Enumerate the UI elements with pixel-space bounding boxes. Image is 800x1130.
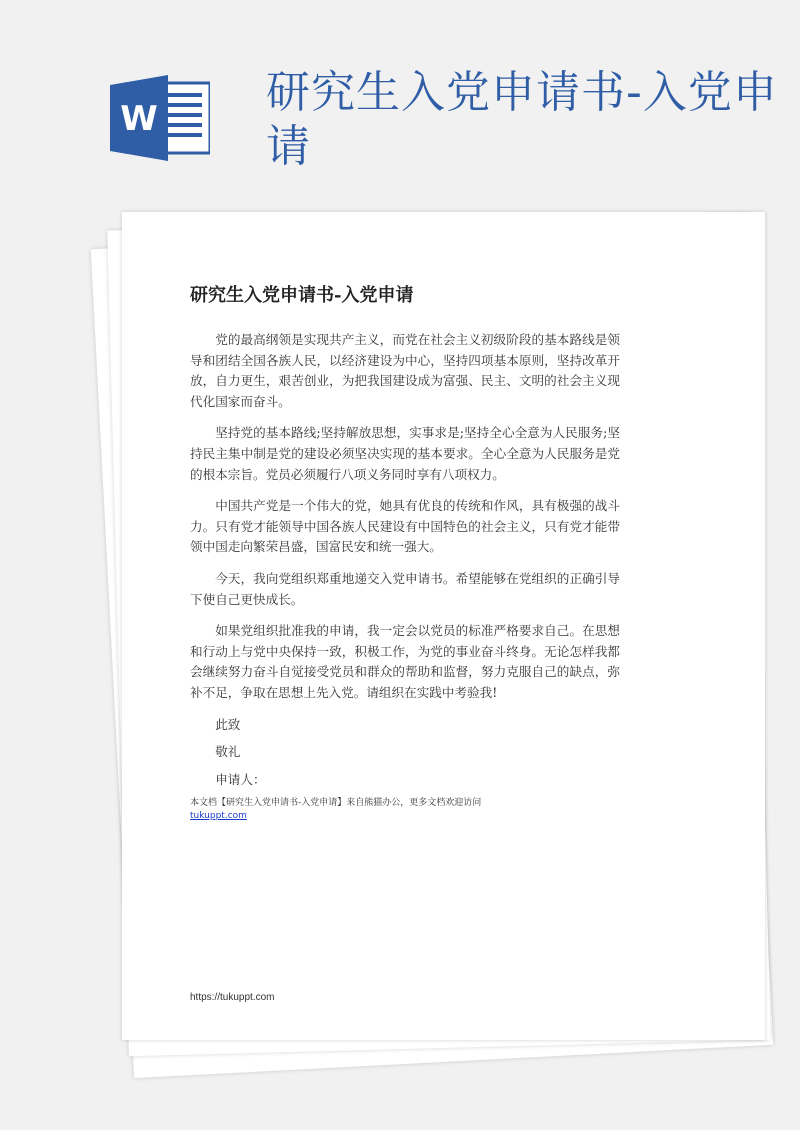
paragraph: 坚持党的基本路线;坚持解放思想，实事求是;坚持全心全意为人民服务;坚持民主集中制是党的建设必须坚决实现的基本要求。全心全意为人民服务是党的根本宗旨。党员必须履行八项义务同时享有八项权力。 (190, 425, 620, 482)
closing-salutation: 此致 (215, 716, 241, 732)
closing-regards: 敬礼 (215, 744, 241, 760)
word-document-icon (110, 75, 210, 161)
document-body (190, 330, 620, 790)
paragraph: 党的最高纲领是实现共产主义，而党在社会主义初级阶段的基本路线是领导和团结全国各族人民，以经济建设为中心，坚持四项基本原则，坚持改革开放，自力更生，艰苦创业，为把我国建设成为富强、民主、文明的社会主义现代化国家而奋斗。 (190, 332, 620, 409)
paragraph: 如果党组织批准我的申请，我一定会以党员的标准严格要求自己。在思想和行动上与党中央保持一致，积极工作，为党的事业奋斗终身。无论怎样我都会继续努力奋斗自觉接受党员和群众的帮助和监督，努力克服自己的缺点，弥补不足，争取在思想上先入党。请组织在实践中考验我! (190, 623, 620, 700)
document-title: 研究生入党申请书-入党申请 (266, 67, 778, 172)
footnote-link[interactable]: tukuppt.com (190, 811, 247, 822)
page-footer-url: https://tukuppt.com (190, 992, 275, 1003)
source-footnote (190, 797, 620, 823)
svg-text:W: W (120, 99, 158, 139)
page-heading: 研究生入党申请书-入党申请 (190, 285, 414, 306)
paragraph: 今天，我向党组织郑重地递交入党申请书。希望能够在党组织的正确引导下使自己更快成长。 (190, 570, 620, 607)
paragraph: 中国共产党是一个伟大的党，她具有优良的传统和作风，具有极强的战斗力。只有党才能领导中国各族人民建设有中国特色的社会主义，只有党才能带领中国走向繁荣昌盛，国富民安和统一强大。 (190, 498, 620, 555)
footnote-text: 本文档【研究生入党申请书-入党申请】来自熊猫办公，更多文档欢迎访问 (190, 798, 482, 809)
applicant-label: 申请人： (215, 771, 266, 787)
document-page (122, 212, 765, 1040)
page-content (190, 284, 620, 823)
